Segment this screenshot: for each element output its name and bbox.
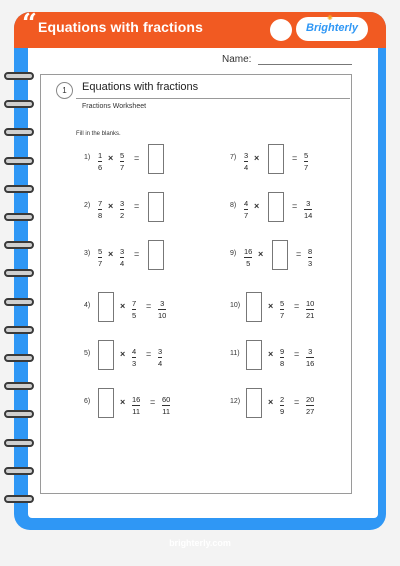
problem-label: 11) <box>230 350 240 357</box>
worksheet-number: 1 <box>56 82 73 99</box>
denominator: 11 <box>162 407 171 416</box>
problem-label: 1) <box>84 154 91 161</box>
fraction-result <box>162 395 170 416</box>
answer-blank[interactable] <box>98 388 114 418</box>
problem-label: 12) <box>230 398 241 405</box>
fraction-result <box>158 299 166 320</box>
denominator: 2 <box>120 211 125 220</box>
fraction-bar <box>120 209 124 210</box>
equals-sign: = <box>292 201 298 211</box>
fraction-result <box>306 299 314 320</box>
denominator: 16 <box>306 359 315 368</box>
fraction-a <box>244 247 252 268</box>
fraction-b <box>132 347 136 368</box>
denominator: 14 <box>304 211 313 220</box>
fraction-b <box>280 299 284 320</box>
answer-blank[interactable] <box>148 192 164 222</box>
spiral-ring <box>4 72 34 80</box>
problem-6 <box>84 388 204 418</box>
denominator: 3 <box>132 359 137 368</box>
fraction-bar <box>280 309 284 310</box>
problem-label: 9) <box>230 250 237 257</box>
answer-blank[interactable] <box>246 388 262 418</box>
denominator: 8 <box>280 359 285 368</box>
numerator: 5 <box>120 151 125 160</box>
worksheet-box <box>40 74 352 494</box>
spiral-ring <box>4 185 34 193</box>
answer-blank[interactable] <box>98 340 114 370</box>
answer-blank[interactable] <box>148 144 164 174</box>
answer-blank[interactable] <box>98 292 114 322</box>
numerator: 3 <box>306 199 311 208</box>
numerator: 5 <box>304 151 309 160</box>
fraction-bar <box>304 209 312 210</box>
name-label: Name: <box>222 54 252 65</box>
fraction-a <box>98 151 102 172</box>
times-sign: × <box>120 397 126 407</box>
problem-3 <box>84 240 204 270</box>
numerator: 3 <box>308 347 313 356</box>
fraction-bar <box>308 257 312 258</box>
denominator: 10 <box>158 311 167 320</box>
problem-2 <box>84 192 204 222</box>
name-field-line <box>258 64 352 65</box>
numerator: 10 <box>306 299 315 308</box>
spiral-ring <box>4 467 34 475</box>
spiral-ring <box>4 213 34 221</box>
fraction-b <box>132 299 136 320</box>
fraction-bar <box>244 209 248 210</box>
equals-sign: = <box>146 349 152 359</box>
times-sign: × <box>268 349 274 359</box>
numerator: 4 <box>132 347 137 356</box>
fraction-b <box>280 347 284 368</box>
fraction-bar <box>304 161 308 162</box>
spiral-ring <box>4 241 34 249</box>
problem-1 <box>84 144 204 174</box>
spiral-ring <box>4 157 34 165</box>
fraction-bar <box>244 257 252 258</box>
numerator: 3 <box>120 199 125 208</box>
quote-icon: “ <box>22 9 37 39</box>
spiral-ring <box>4 269 34 277</box>
numerator: 5 <box>280 299 285 308</box>
denominator: 9 <box>280 407 285 416</box>
denominator: 7 <box>120 163 125 172</box>
fraction-result <box>304 151 308 172</box>
denominator: 7 <box>244 211 249 220</box>
times-sign: × <box>268 397 274 407</box>
denominator: 27 <box>306 407 315 416</box>
fraction-result <box>306 395 314 416</box>
numerator: 8 <box>308 247 313 256</box>
fraction-bar <box>120 257 124 258</box>
equals-sign: = <box>294 349 300 359</box>
fraction-bar <box>306 357 314 358</box>
problem-label: 8) <box>230 202 237 209</box>
numerator: 4 <box>244 199 249 208</box>
times-sign: × <box>108 201 114 211</box>
problem-4 <box>84 292 204 322</box>
times-sign: × <box>254 201 260 211</box>
equals-sign: = <box>134 201 140 211</box>
circle-icon <box>270 19 292 41</box>
sun-icon: ✺ <box>327 15 333 22</box>
fraction-bar <box>98 209 102 210</box>
times-sign: × <box>258 249 264 259</box>
spiral-ring <box>4 382 34 390</box>
problem-label: 4) <box>84 302 91 309</box>
answer-blank[interactable] <box>268 144 284 174</box>
numerator: 3 <box>244 151 249 160</box>
denominator: 8 <box>98 211 103 220</box>
problem-label: 7) <box>230 154 237 161</box>
problem-8 <box>230 192 350 222</box>
denominator: 6 <box>98 163 103 172</box>
problem-label: 6) <box>84 398 91 405</box>
fraction-b <box>132 395 140 416</box>
fraction-result <box>158 347 162 368</box>
spiral-ring <box>4 100 34 108</box>
answer-blank[interactable] <box>246 292 262 322</box>
problem-label: 3) <box>84 250 91 257</box>
equals-sign: = <box>134 153 140 163</box>
equals-sign: = <box>150 397 156 407</box>
problem-5 <box>84 340 204 370</box>
fraction-a <box>244 199 248 220</box>
fraction-b <box>280 395 284 416</box>
numerator: 9 <box>280 347 285 356</box>
fraction-bar <box>306 309 314 310</box>
equals-sign: = <box>294 301 300 311</box>
times-sign: × <box>120 301 126 311</box>
equals-sign: = <box>296 249 302 259</box>
fraction-b <box>120 151 124 172</box>
equals-sign: = <box>146 301 152 311</box>
spiral-ring <box>4 128 34 136</box>
fraction-bar <box>132 309 136 310</box>
title-divider <box>76 98 350 99</box>
fraction-bar <box>98 257 102 258</box>
times-sign: × <box>268 301 274 311</box>
problem-label: 5) <box>84 350 91 357</box>
numerator: 60 <box>162 395 171 404</box>
fraction-a <box>98 247 102 268</box>
fraction-bar <box>158 309 166 310</box>
worksheet-subtitle: Fractions Worksheet <box>82 103 147 110</box>
fraction-result <box>304 199 312 220</box>
answer-blank[interactable] <box>246 340 262 370</box>
denominator: 4 <box>244 163 249 172</box>
problem-label: 10) <box>230 302 241 309</box>
denominator: 5 <box>132 311 137 320</box>
spiral-ring <box>4 326 34 334</box>
denominator: 21 <box>306 311 315 320</box>
times-sign: × <box>254 153 260 163</box>
spiral-ring <box>4 410 34 418</box>
fraction-bar <box>120 161 124 162</box>
equals-sign: = <box>134 249 140 259</box>
equals-sign: = <box>292 153 298 163</box>
numerator: 16 <box>132 395 141 404</box>
problem-10 <box>230 292 350 322</box>
problem-7 <box>230 144 350 174</box>
fraction-bar <box>280 405 284 406</box>
fraction-result <box>306 347 314 368</box>
brighterly-logo[interactable] <box>296 17 368 41</box>
instructions: Fill in the blanks. <box>76 131 121 137</box>
denominator: 4 <box>120 259 125 268</box>
numerator: 7 <box>98 199 103 208</box>
spiral-ring <box>4 298 34 306</box>
problem-12 <box>230 388 350 418</box>
denominator: 4 <box>158 359 163 368</box>
answer-blank[interactable] <box>272 240 288 270</box>
fraction-a <box>244 151 248 172</box>
spiral-ring <box>4 439 34 447</box>
denominator: 11 <box>132 407 141 416</box>
times-sign: × <box>108 249 114 259</box>
fraction-bar <box>132 357 136 358</box>
header-title: Equations with fractions <box>38 19 203 35</box>
fraction-result <box>308 247 312 268</box>
numerator: 5 <box>98 247 103 256</box>
worksheet-title: Equations with fractions <box>82 81 199 93</box>
spiral-ring <box>4 495 34 503</box>
numerator: 2 <box>280 395 285 404</box>
numerator: 3 <box>160 299 165 308</box>
numerator: 3 <box>158 347 163 356</box>
numerator: 16 <box>244 247 253 256</box>
problem-9 <box>230 240 350 270</box>
fraction-bar <box>280 357 284 358</box>
fraction-bar <box>98 161 102 162</box>
spiral-ring <box>4 354 34 362</box>
fraction-a <box>98 199 102 220</box>
fraction-b <box>120 199 124 220</box>
fraction-bar <box>158 357 162 358</box>
fraction-bar <box>132 405 140 406</box>
equals-sign: = <box>294 397 300 407</box>
numerator: 1 <box>98 151 103 160</box>
answer-blank[interactable] <box>268 192 284 222</box>
footer-site: brighterly.com <box>169 538 231 548</box>
numerator: 20 <box>306 395 315 404</box>
denominator: 5 <box>246 259 251 268</box>
denominator: 7 <box>280 311 285 320</box>
problem-11 <box>230 340 350 370</box>
logo-text: Brighterly <box>306 22 358 34</box>
denominator: 3 <box>308 259 313 268</box>
fraction-bar <box>244 161 248 162</box>
numerator: 7 <box>132 299 137 308</box>
denominator: 7 <box>304 163 309 172</box>
denominator: 7 <box>98 259 103 268</box>
answer-blank[interactable] <box>148 240 164 270</box>
fraction-bar <box>306 405 314 406</box>
numerator: 3 <box>120 247 125 256</box>
times-sign: × <box>120 349 126 359</box>
fraction-bar <box>162 405 170 406</box>
times-sign: × <box>108 153 114 163</box>
problem-label: 2) <box>84 202 91 209</box>
fraction-b <box>120 247 124 268</box>
